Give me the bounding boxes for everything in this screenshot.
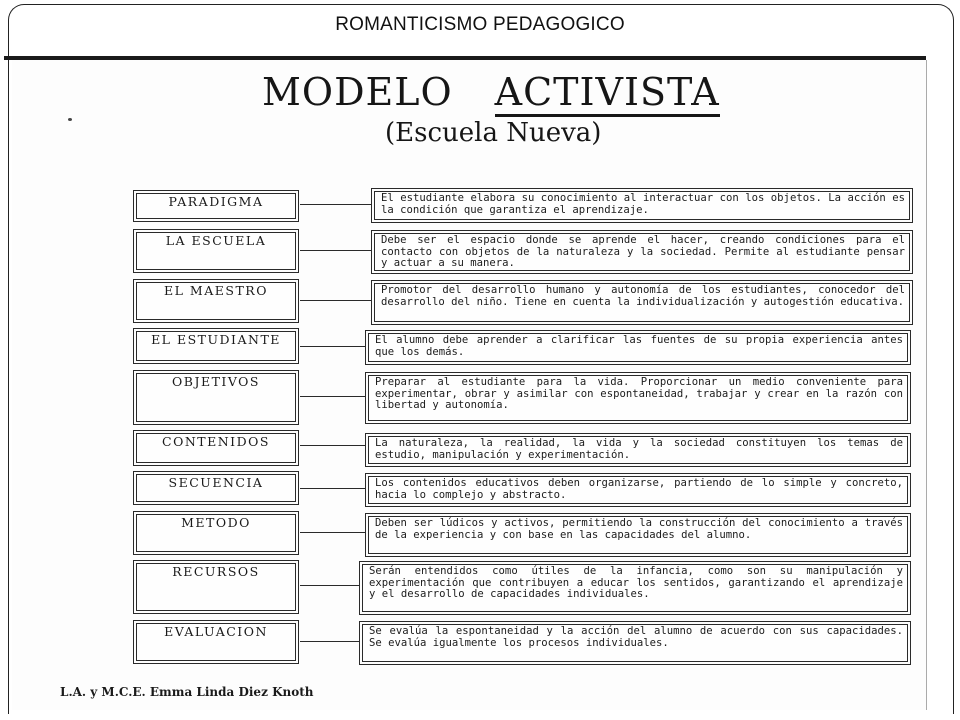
row-connector: [300, 346, 366, 347]
row-connector: [300, 641, 360, 642]
row-label: EL ESTUDIANTE: [136, 331, 296, 361]
row-connector: [300, 204, 372, 205]
row-connector: [300, 532, 366, 533]
row-label: EL MAESTRO: [136, 282, 296, 320]
row-label: SECUENCIA: [136, 474, 296, 502]
row-label: RECURSOS: [136, 563, 296, 611]
slide-title: ROMANTICISMO PEDAGOGICO: [335, 14, 625, 35]
row-description: Se evalúa la espontaneidad y la acción del alumno de acuerdo con sus capacidades. Se evalúa igualmente los procesos individuales.: [362, 624, 908, 662]
row-connector: [300, 585, 360, 586]
row-label: CONTENIDOS: [136, 433, 296, 463]
row-description: La naturaleza, la realidad, la vida y la sociedad constituyen los temas de estudio, manipulación y experimentación.: [368, 436, 908, 464]
heading-model: MODELO: [262, 70, 453, 114]
row-description: El alumno debe aprender a clarificar las fuentes de su propia experiencia antes que los demás.: [368, 333, 908, 362]
row-label: EVALUACION: [136, 623, 296, 661]
footer-credit: L.A. y M.C.E. Emma Linda Diez Knoth: [60, 685, 314, 699]
row-label: PARADIGMA: [136, 193, 296, 219]
row-description: Debe ser el espacio donde se aprende el hacer, creando condiciones para el contacto con objetos de la naturaleza y la sociedad. Permite al estudiante pensar y actuar a su manera.: [374, 233, 910, 271]
row-description: Preparar al estudiante para la vida. Proporcionar un medio conveniente para experimentar, obrar y asimilar con espontaneidad, trabajar y crear en la razón con libertad y autonomía.: [368, 375, 908, 421]
heading-activista: ACTIVISTA: [495, 70, 720, 117]
document-heading: [262, 70, 720, 114]
document-subheading: (Escuela Nueva): [385, 118, 602, 148]
row-description: Promotor del desarrollo humano y autonomía de los estudiantes, conocedor del desarrollo del niño. Tiene en cuenta la individualización y autogestión educativa.: [374, 283, 910, 322]
row-connector: [300, 396, 366, 397]
row-connector: [300, 250, 372, 251]
row-connector: [300, 300, 372, 301]
row-description: Serán entendidos como útiles de la infancia, como son su manipulación y experimentación que contribuyen a educar los sentidos, garantizando el aprendizaje y el desarrollo de capacidades individuales.: [362, 564, 908, 612]
scan-speck: [68, 118, 72, 121]
row-description: Deben ser lúdicos y activos, permitiendo la construcción del conocimiento a través de la experiencia y con base en las capacidades del alumno.: [368, 516, 908, 554]
row-connector: [300, 488, 366, 489]
row-connector: [300, 445, 366, 446]
row-label: METODO: [136, 514, 296, 552]
row-label: LA ESCUELA: [136, 232, 296, 270]
row-description: Los contenidos educativos deben organizarse, partiendo de lo simple y concreto, hacia lo complejo y abstracto.: [368, 476, 908, 504]
row-label: OBJETIVOS: [136, 373, 296, 422]
row-description: El estudiante elabora su conocimiento al interactuar con los objetos. La acción es la condición que garantiza el aprendizaje.: [374, 191, 910, 220]
